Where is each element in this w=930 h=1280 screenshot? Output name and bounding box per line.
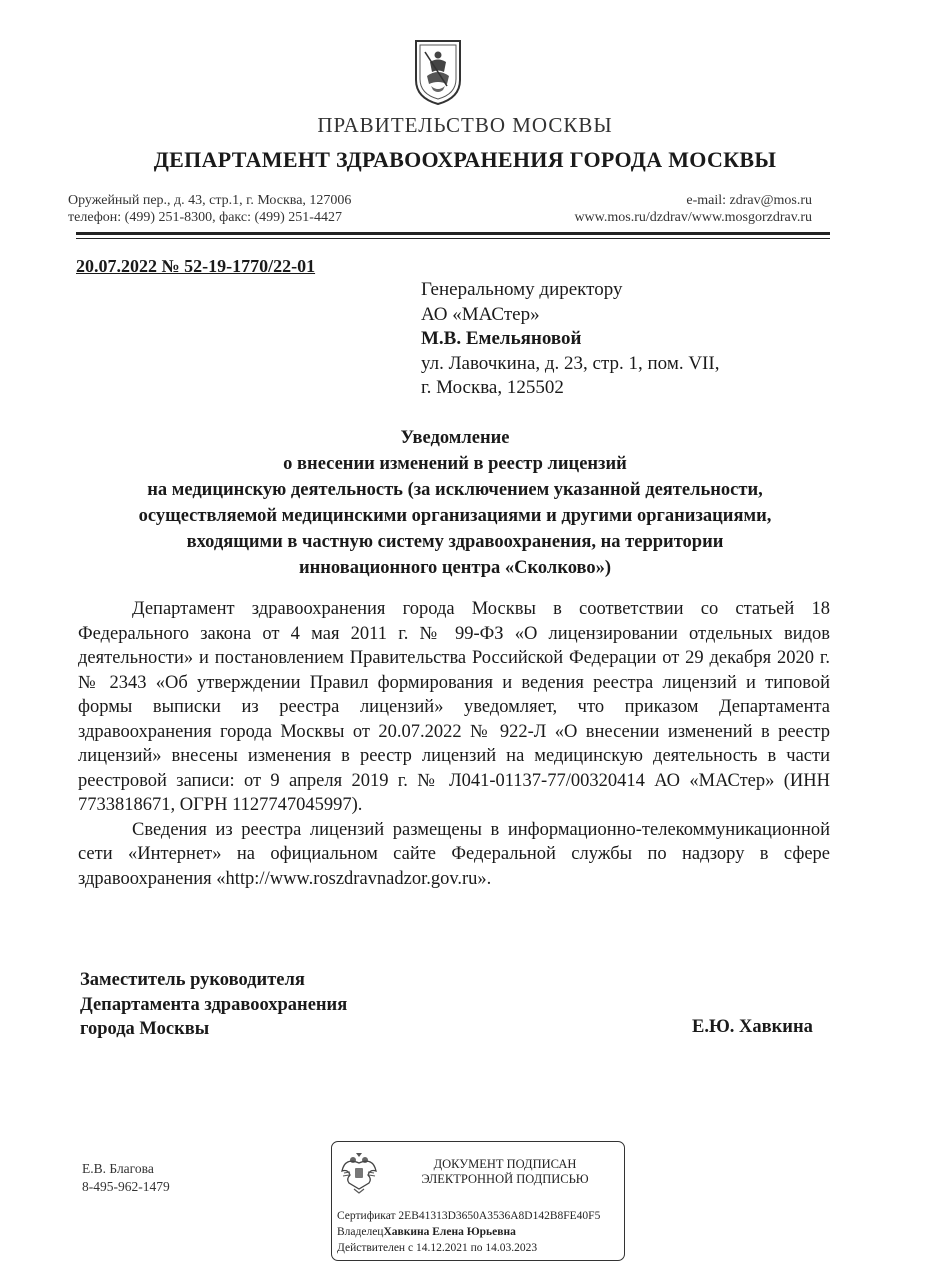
addressee-street: ул. Лавочкина, д. 23, стр. 1, пом. VII, [421, 352, 720, 374]
executor-name: Е.В. Благова [82, 1161, 154, 1176]
body-paragraph: Департамент здравоохранения города Москвы в соответствии со статьей 18 Федерального закона от 4 мая 2011 г. № 99-ФЗ «О лицензировании отдельных видов деятельности» и постановлением Правительства Российской Федерации от 29 декабря 2020 г. № 2343 «Об утверждении Правил формирования и ведения реестра лицензий и типовой формы выписки из реестра лицензий» уведомляет, что приказом Департамента здравоохранения города Москвы от 20.07.2022 № 922-Л «О внесении изменений в реестр лицензий» внесены изменения в реестр лицензий на медицинскую деятельность в части реестровой записи: от 9 апреля 2019 г. № Л041-01137-77/00320414 АО «МАСтер» (ИНН 7733818671, ОГРН 1127747045997). [78, 599, 830, 815]
executor-block [82, 1160, 170, 1196]
stamp-heading [390, 1157, 620, 1187]
notice-body [78, 597, 830, 891]
department-title: ДЕПАРТАМЕНТ ЗДРАВООХРАНЕНИЯ ГОРОДА МОСКВЫ [153, 147, 777, 172]
stamp-heading-line: ДОКУМЕНТ ПОДПИСАН [433, 1157, 577, 1171]
header-rule-thin [76, 238, 830, 239]
certificate-owner [337, 1224, 600, 1240]
electronic-signature-stamp [331, 1141, 625, 1261]
notice-title-line: входящими в частную систему здравоохранения, на территории [186, 532, 724, 552]
addressee-position: Генеральному директору [421, 279, 623, 300]
owner-label: Владелец [337, 1226, 384, 1238]
moscow-emblem-icon [413, 38, 463, 106]
header-rule-thick [76, 232, 830, 235]
department-contacts [574, 192, 812, 226]
body-paragraph: Сведения из реестра лицензий размещены в информационно-телекоммуникационной сети «Интернет» на официальном сайте Федеральной службы по надзору в сфере здравоохранения «http://www.roszdravnadzor.gov.ru». [78, 819, 830, 889]
notice-title-line: Уведомление [400, 428, 510, 448]
signatory-position-line: Заместитель руководителя [80, 970, 305, 990]
stamp-details [337, 1208, 600, 1256]
certificate-number: Сертификат 2EB41313D3650A3536A8D142B8FE40F5 [337, 1210, 601, 1222]
addressee-city: г. Москва, 125502 [421, 377, 564, 398]
addressee-name: М.В. Емельяновой [421, 328, 582, 349]
phone-fax-line: телефон: (499) 251-8300, факс: (499) 251-4427 [68, 210, 342, 225]
signatory-position [80, 968, 347, 1042]
executor-phone: 8-495-962-1479 [82, 1179, 170, 1194]
department-address [68, 192, 351, 226]
addressee-block [421, 278, 719, 401]
websites-line: www.mos.ru/dzdrav/www.mosgorzdrav.ru [574, 210, 812, 225]
stamp-heading-line: ЭЛЕКТРОННОЙ ПОДПИСЬЮ [421, 1172, 589, 1186]
government-title: ПРАВИТЕЛЬСТВО МОСКВЫ [317, 113, 613, 137]
notice-title-line: о внесении изменений в реестр лицензий [283, 454, 627, 474]
notice-title-line: осуществляемой медицинскими организациями и другими организациями, [138, 506, 772, 526]
notice-title-line: на медицинскую деятельность (за исключением указанной деятельности, [147, 480, 763, 500]
addressee-company: АО «МАСтер» [421, 303, 540, 325]
address-line: Оружейный пер., д. 43, стр.1, г. Москва, 127006 [68, 193, 352, 208]
notice-title-line: инновационного центра «Сколково») [298, 558, 612, 578]
email-line: e-mail: zdrav@mos.ru [686, 193, 812, 208]
certificate-validity: Действителен с 14.12.2021 по 14.03.2023 [337, 1242, 538, 1254]
russian-emblem-icon [340, 1151, 378, 1195]
registration-number: 20.07.2022 № 52-19-1770/22-01 [76, 256, 316, 276]
signatory-position-line: Департамента здравоохранения [80, 994, 348, 1015]
owner-name: Хавкина Елена Юрьевна [383, 1226, 516, 1238]
signatory-position-line: города Москвы [80, 1019, 210, 1039]
signatory-name: Е.Ю. Хавкина [692, 1017, 813, 1037]
notice-title [60, 425, 850, 581]
